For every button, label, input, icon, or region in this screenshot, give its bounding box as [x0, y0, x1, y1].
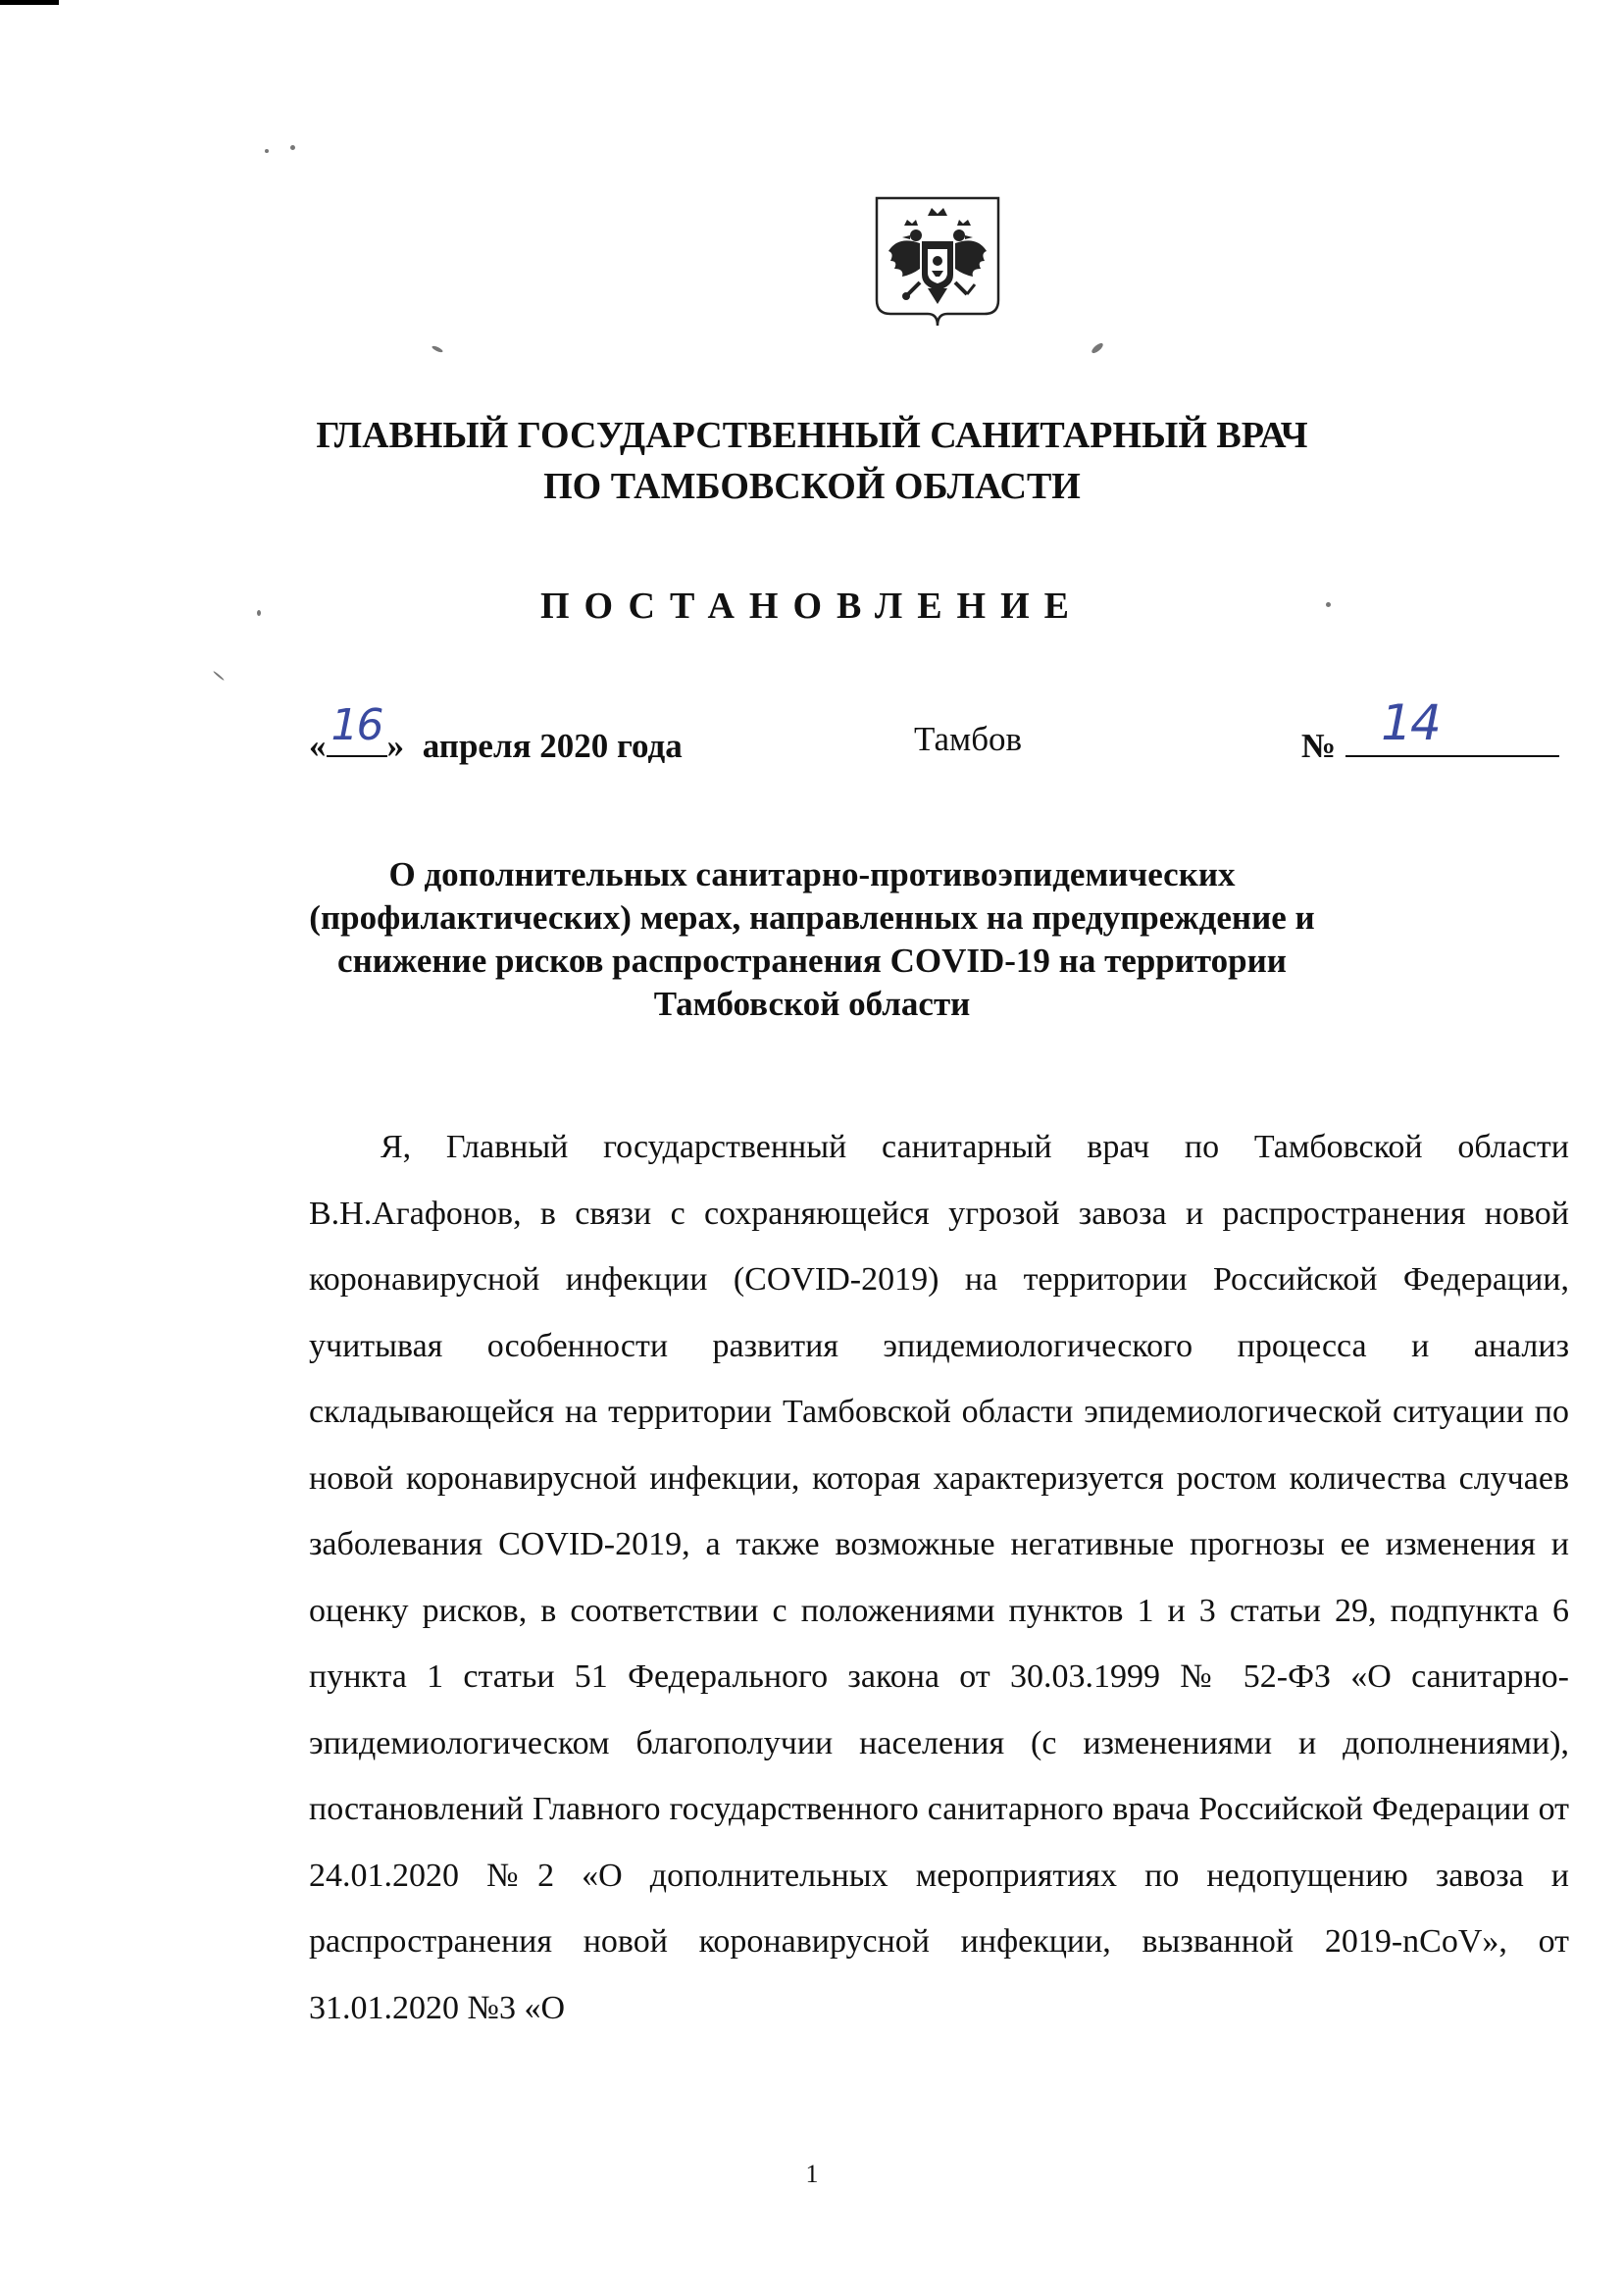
subject-line: (профилактических) мерах, направленных на предупреждение и [309, 898, 1315, 937]
scan-speck [213, 671, 225, 682]
scan-speck [1091, 341, 1105, 355]
scan-speck [257, 610, 261, 616]
scan-corner-mark [0, 0, 59, 5]
handwritten-number: 14 [1381, 694, 1440, 751]
russian-coat-of-arms-icon [869, 192, 1006, 330]
day-field [327, 700, 387, 757]
subject-line: Тамбовской области [653, 985, 971, 1023]
body-paragraph: Я, Главный государственный санитарный врач по Тамбовской области В.Н.Агафонов, в связи с сохраняющейся угрозой завоза и распространения новой коронавирусной инфекции (COVID-2019) на территории Российской Федерации, учитывая особенности развития эпидемиологического процесса и анализ складывающейся на территории Тамбовской области эпидемиологической ситуации по новой коронавирусной инфекции, которая характеризуется ростом количества случаев заболевания COVID-2019, а также возможные негативные прогнозы ее изменения и оценку рисков, в соответствии с положениями пунктов 1 и 3 статьи 29, подпункта 6 пункта 1 статьи 51 Федерального закона от 30.03.1999 № 52-ФЗ «О санитарно-эпидемиологическом благополучии населения (с изменениями и дополнениями), постановлений Главного государственного санитарного врача Российской Федерации от 24.01.2020 №2 «О дополнительных мероприятиях по недопущению завоза и распространения новой коронавирусной инфекции, вызванной 2019-nCoV», от 31.01.2020 №3 «О [309, 1129, 1569, 2026]
close-quote: » [386, 727, 404, 765]
document-number [1301, 694, 1559, 766]
subject-line: О дополнительных санитарно-противоэпидемических [388, 855, 1236, 893]
scan-speck [290, 145, 295, 150]
number-label: № [1301, 727, 1337, 765]
scan-speck [265, 149, 269, 153]
authority-line: ГЛАВНЫЙ ГОСУДАРСТВЕННЫЙ САНИТАРНЫЙ ВРАЧ [316, 415, 1308, 456]
month-year: апреля 2020 года [422, 727, 683, 765]
document-date [309, 700, 683, 766]
scan-speck [431, 345, 444, 354]
subject-line: снижение рисков распространения COVID-19 на территории [337, 942, 1287, 980]
open-quote: « [309, 727, 327, 765]
authority-line: ПО ТАМБОВСКОЙ ОБЛАСТИ [543, 466, 1081, 507]
document-city: Тамбов [914, 720, 1023, 758]
number-field [1345, 694, 1559, 757]
issuing-authority [294, 410, 1330, 512]
document-subject [294, 853, 1330, 1026]
page-number: 1 [805, 2160, 819, 2188]
document-type-heading: ПОСТАНОВЛЕНИЕ [539, 586, 1085, 627]
date-city-number-line [309, 694, 1559, 779]
handwritten-day: 16 [330, 700, 382, 750]
